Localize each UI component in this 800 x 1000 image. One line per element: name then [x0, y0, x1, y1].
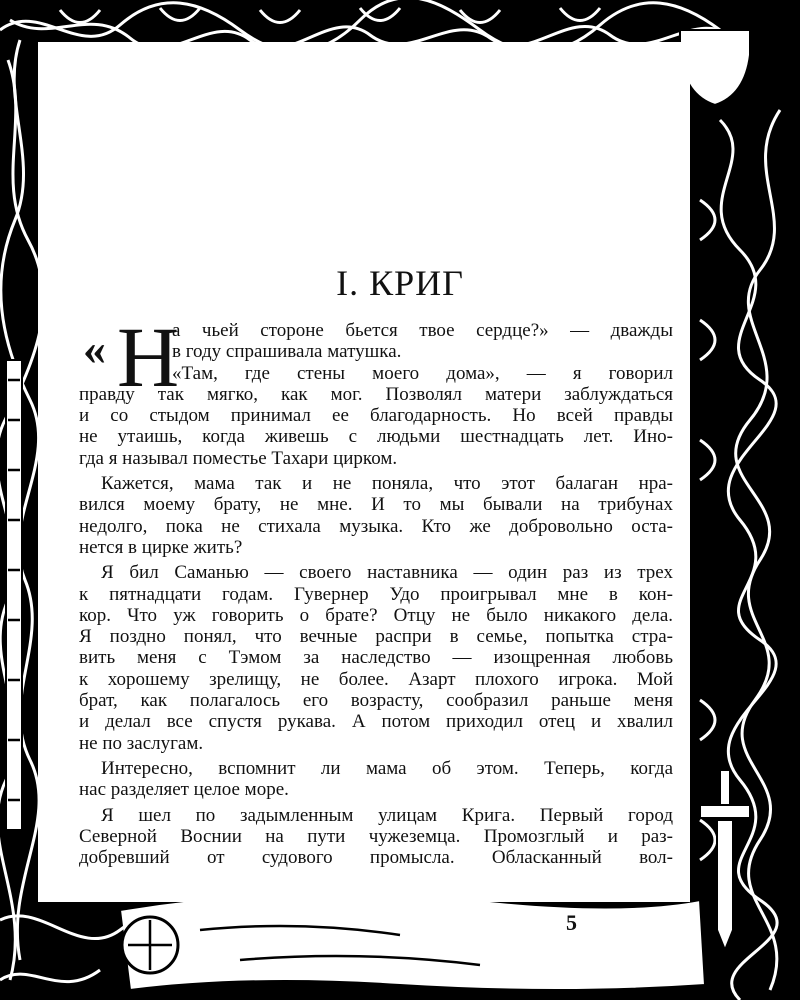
text-line: вился моему брату, не мне. И то мы бывали на трибунах: [79, 494, 673, 516]
text-line: к пятнадцати годам. Гувернер Удо проигрывал мне в кон-: [79, 583, 673, 605]
text-line: нется в цирке жить?: [79, 536, 243, 558]
drop-quote-mark: «: [83, 323, 106, 374]
text-line: брат, как полагалось его возрасту, сообразил раньше меня: [79, 690, 673, 712]
text-line: добревший от судового промысла. Обласканный вол-: [79, 847, 673, 869]
text-line: а чьей стороне бьется твое сердце?» — дважды: [172, 320, 673, 341]
drop-cap-block: [79, 309, 180, 405]
text-line: Я бил Саманью — своего наставника — один раз из трех: [101, 562, 673, 584]
body-text: [79, 309, 673, 869]
chapter-title: I. КРИГ: [336, 263, 464, 303]
text-line: не утаишь, когда живешь с людьми шестнадцать лет. Ино-: [79, 426, 673, 448]
text-line: Северной Воснии на пути чужеземца. Промозглый и раз-: [79, 825, 673, 847]
text-line: к хорошему зрелищу, не более. Азарт плохого игрока. Мой: [79, 668, 673, 690]
text-line: гда я называл поместье Тахари цирком.: [79, 447, 398, 469]
text-line: не по заслугам.: [79, 732, 204, 754]
text-line: правду так мягко, как мог. Позволял матери заблуждаться: [79, 383, 673, 405]
text-line: вить меня с Тэмом за наследство — изощренная любовь: [79, 647, 673, 669]
text-line: нас разделяет целое море.: [79, 779, 289, 801]
text-line: и делал все спустя рукава. А потом приходил отец и хвалил: [79, 711, 673, 733]
drop-cap-letter: Н: [117, 309, 180, 405]
text-line: в году спрашивала матушка.: [172, 341, 402, 363]
text-line: Кажется, мама так и не поняла, что этот балаган нра-: [101, 473, 673, 495]
text-line: недолго, пока не стихала музыка. Кто же добровольно оста-: [79, 515, 673, 537]
text-line: кор. Что уж говорить о брате? Отцу не было никакого дела.: [79, 604, 673, 626]
text-line: Я поздно понял, что вечные распри в семье, попытка стра-: [79, 626, 673, 648]
text-line: Я шел по задымленным улицам Крига. Первый город: [101, 804, 673, 826]
text-line: Интересно, вспомнит ли мама об этом. Теперь, когда: [101, 757, 673, 779]
text-line: и со стыдом принимал ее благодарность. Но всей правды: [79, 405, 673, 427]
page-number: 5: [566, 910, 577, 935]
text-line: «Там, где стены моего дома», — я говорил: [172, 362, 673, 384]
